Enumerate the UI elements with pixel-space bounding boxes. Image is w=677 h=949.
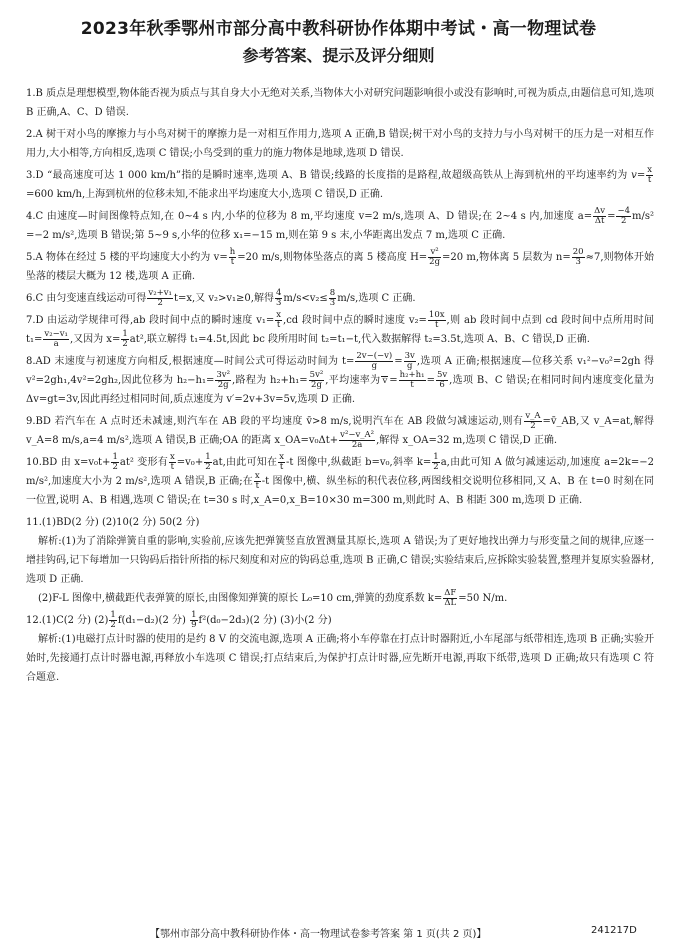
- fraction: $\frac{1}{2}$: [433, 452, 439, 472]
- answer-2: 2.A 树干对小鸟的摩擦力与小鸟对树干的摩擦力是一对相互作用力,选项 A 正确,B 错误;树干对小鸟的支持力与小鸟对树干的压力是一对相互作用力,大小相等,方向相反,选项 C 错误;小鸟受到的重力的施力物体是地球,选项 D 错误.: [26, 129, 654, 159]
- answer-11: 11.(1)BD(2 分) (2)10(2 分) 50(2 分) 解析:(1)为了消除弹簧自重的影响,实验前,应该先把弹簧竖直放置测量其原长,选项 A 错误;为了更好地找出弹力与形变量之间的规律,应逐一增挂钩码,记下每增加一只钩码后指针所指的标尺刻度和对应的钩码总重,选项 B 正确,C 错误;实验结束后,应拆除实验装置,整理并复原实验器材,选项 D 正确. (2)F-L 图像中,横截距代表弹簧的原长,由图像知弹簧的原长 L₀=10 cm,弹簧的劲度系数 k= $\frac{\Delta F}{\Delta L}$ =50 N/m.: [26, 517, 654, 608]
- answer-8: 8.AD 末速度与初速度方向相反,根据速度—时间公式可得运动时间为 t= $\frac{2v-(-v)}{g}$ = $\frac{3v}{g}$ ,选项 A 正确;根据速度—位移关系 v₁²−v₀²=2gh 得 v²=2gh₁,4v²=2gh₂,因此位移为 h₂−h₁= $\frac{\text{3v²}}{2g}$ ,路程为 h₂+h₁= $\frac{\text{5v²}}{2g}$ ,平均速率为 v̄ = $\frac{\text{h₂+h₁}}{t}$ = $\frac{5v}{6}$ ,选项 B、C 错误;在相同时间内速度变化量为 Δv=gt=3v,因此再经过相同时间,质点速度为 v′=2v+3v=5v,选项 D 正确.: [26, 351, 655, 405]
- fraction: $\frac{1}{9}$: [191, 610, 197, 630]
- fraction: $\frac{\text{v²−v\_A²}}{2a}$: [340, 430, 375, 450]
- fraction: $\frac{1}{2}$: [122, 329, 128, 349]
- fraction: $\frac{\text{v²}}{2g}$: [429, 247, 441, 267]
- fraction: v̄: [382, 375, 388, 386]
- fraction: $\frac{\text{v₂+v₁}}{2}$: [148, 288, 172, 308]
- fraction: $\frac{3v}{g}$: [404, 351, 415, 371]
- fraction: $\frac{5v}{6}$: [436, 370, 448, 390]
- answer-12: 12.(1)C(2 分) (2) $\frac{1}{2}$ f(d₁−d₂)(2 分) $\frac{1}{9}$ f²(d₀−2d₃)(2 分) (3)小(2 分) 解析:(1)电磁打点计时器的使用的是约 8 V 的交流电源,选项 A 正确;将小车停靠在打点计时器附近,小车尾部与纸带相连,选项 B 正确;实验开始时,先接通打点计时器电源,再释放小车选项 C 错误;打点结束后,为保护打点计时器,应先断开电源,再取下纸带,选项 D 正确;故只有选项 C 符合题意.: [26, 610, 654, 683]
- fraction: $\frac{20}{3}$: [572, 247, 584, 267]
- answer-list: [26, 84, 654, 690]
- page-title: 2023年秋季鄂州市部分高中教科研协作体期中考试・高一物理试卷: [80, 19, 597, 39]
- fraction: $\frac{-4}{2}$: [617, 206, 630, 226]
- fraction: $\frac{\text{h₂+h₁}}{t}$: [399, 370, 425, 390]
- fraction: $\frac{x}{t}$: [279, 452, 285, 472]
- answer-6: 6.C 由匀变速直线运动可得 $\frac{\text{v₂+v₁}}{2}$ t=x,又 v₂>v₁≥0,解得 $\frac{4}{3}$ m/s<v₂≤ $\frac{8}{3}$ m/s,选项 C 正确.: [26, 288, 416, 308]
- fraction: $\frac{1}{2}$: [110, 610, 116, 630]
- fraction: $\frac{8}{3}$: [329, 288, 336, 308]
- fraction: $\frac{1}{2}$: [205, 452, 211, 472]
- answer-5: 5.A 物体在经过 5 楼的平均速度大小约为 v= $\frac{h}{t}$ =20 m/s,则物体坠落点的离 5 楼高度 H= $\frac{\text{v²}}{2g}$ =20 m,物体离 5 层数为 n= $\frac{20}{3}$ ≈7,则物体开始坠落的楼层大概为 12 楼,选项 A 正确.: [26, 247, 654, 282]
- answer-3: 3.D “最高速度可达 1 000 km/h”指的是瞬时速率,选项 A、B 错误;线路的长度指的是路程,故超级高铁从上海到杭州的平均速率约为 v= $\frac{x}{t}$ =600 km/h,上海到杭州的位移未知,不能求出平均速度大小,选项 C 错误,D 正确.: [26, 165, 652, 200]
- fraction: $\frac{h}{t}$: [229, 247, 236, 267]
- fraction: $\frac{1}{2}$: [112, 452, 118, 472]
- answer-4: 4.C 由速度—时间图像特点知,在 0~4 s 内,小华的位移为 8 m,平均速度 v=2 m/s,选项 A、D 错误;在 2~4 s 内,加速度 a= $\frac{\Delta v}{\Delta t}$ = $\frac{-4}{2}$ m/s² =−2 m/s²,选项 B 错误;第 5~9 s,小华的位移 x₁=−15 m,则在第 9 s 末,小华距离出发点 7 m,选项 C 正确.: [26, 206, 654, 241]
- fraction: $\frac{10x}{t}$: [428, 310, 445, 330]
- answer-9: 9.BD 若汽车在 A 点时还未减速,则汽车在 AB 段的平均速度 v̄>8 m/s,说明汽车在 AB 段做匀减速运动,则有 $\frac{v\_A}{2}$ =v̄_AB,又 v_A=at,解得 v_A=8 m/s,a=4 m/s²,选项 A 错误,B 正确;OA 的距离 x_OA=v₀Δt+ $\frac{\text{v²−v\_A²}}{2a}$ ,解得 x_OA=32 m,选项 C 错误,D 正确.: [26, 411, 654, 450]
- fraction: $\frac{\text{v₂−v₁}}{a}$: [44, 329, 68, 349]
- footer-code: 241217D: [591, 925, 637, 936]
- answer-10: 10.BD 由 x=v₀t+ $\frac{1}{2}$ at² 变形有 $\frac{x}{t}$ =v₀+ $\frac{1}{2}$ at,由此可知在 $\frac{x}{t}$ -t 图像中,纵截距 b=v₀,斜率 k= $\frac{1}{2}$ a,由此可知 A 做匀减速运动,加速度 a=2k=−2 m/s²,加速度大小为 2 m/s²,选项 A 错误,B 正确;在 $\frac{x}{t}$ -t 图像中,横、纵坐标的积代表位移,两图线相交说明位移相同,又 A、B 在 t=0 时刻在同一位置,说明 A、B 相遇,选项 C 错误;在 t=30 s 时,x_A=0,x_B=10×30 m=300 m,则此时 A、B 相距 300 m,选项 D 正确.: [26, 452, 654, 506]
- fraction: $\frac{x}{t}$: [276, 310, 282, 330]
- fraction: $\frac{\text{5v²}}{2g}$: [309, 370, 324, 390]
- fraction: $\frac{x}{t}$: [254, 471, 260, 491]
- fraction: $\frac{\text{3v²}}{2g}$: [216, 370, 230, 390]
- answer-7: 7.D 由运动学规律可得,ab 段时间中点的瞬时速度 v₁= $\frac{x}{t}$ ,cd 段时间中点的瞬时速度 v₂= $\frac{10x}{t}$ ,则 ab 段时间中点到 cd 段时间中点所用时间 t₁= $\frac{\text{v₂−v₁}}{a}$ ,又因为 x= $\frac{1}{2}$ at²,联立解得 t₁=4.5t,因此 bc 段所用时间 t₂=t₁−t,代入数据解得 t₂=3.5t,选项 A、B、C 错误,D 正确.: [26, 310, 654, 349]
- fraction: $\frac{2v-(-v)}{g}$: [356, 351, 393, 371]
- page-subtitle: 参考答案、提示及评分细则: [242, 46, 435, 65]
- fraction: $\frac{\Delta v}{\Delta t}$: [594, 206, 606, 226]
- fraction: $\frac{4}{3}$: [275, 288, 282, 308]
- fraction: $\frac{x}{t}$: [169, 452, 175, 472]
- footer-page-label: 【鄂州市部分高中教科研协作体・高一物理试卷参考答案 第 1 页(共 2 页)】: [150, 929, 487, 940]
- fraction: $\frac{x}{t}$: [647, 165, 652, 185]
- fraction: $\frac{v\_A}{2}$: [525, 411, 541, 431]
- fraction: $\frac{\Delta F}{\Delta L}$: [444, 588, 457, 608]
- answer-1: 1.B 质点是理想模型,物体能否视为质点与其自身大小无绝对关系,当物体大小对研究问题影响很小或没有影响时,可视为质点,由题信息可知,选项 B 正确,A、C、D 错误.: [26, 88, 654, 118]
